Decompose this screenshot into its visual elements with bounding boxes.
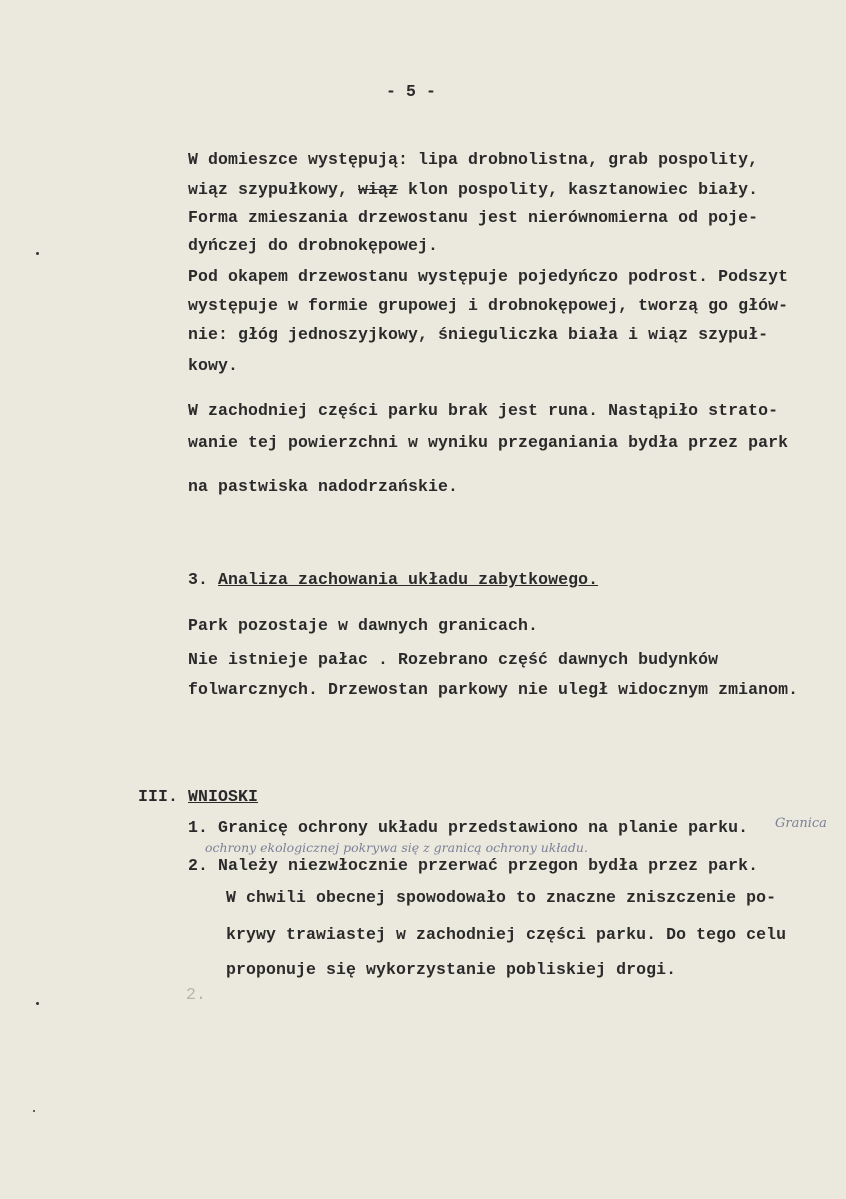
speck: [36, 252, 39, 255]
list-item: 2. Należy niezwłocznie przerwać przegon bydła przez park.: [188, 856, 759, 875]
text-line: W chwili obecnej spowodowało to znaczne zniszczenie po-: [226, 888, 777, 907]
text-line: na pastwiska nadodrzańskie.: [188, 477, 459, 496]
text-line: występuje w formie grupowej i drobnokępowej, tworzą go głów-: [188, 296, 789, 315]
heading-number: III.: [138, 787, 179, 806]
text-line: kowy.: [188, 356, 239, 375]
text-line: dyńczej do drobnokępowej.: [188, 236, 439, 255]
text-line: Pod okapem drzewostanu występuje pojedyńczo podrost. Podszyt: [188, 267, 789, 286]
handwritten-note: ochrony ekologicznej pokrywa się z granicą ochrony układu.: [205, 840, 588, 855]
speck: [36, 1002, 39, 1005]
struck-word: wiąz: [358, 180, 399, 199]
list-item: 1. Granicę ochrony układu przedstawiono na planie parku.: [188, 818, 749, 837]
text-line: Forma zmieszania drzewostanu jest nierównomierna od poje-: [188, 208, 759, 227]
handwritten-note: Granica: [775, 816, 827, 831]
text-line: folwarcznych. Drzewostan parkowy nie uległ widocznym zmianom.: [188, 680, 799, 699]
text-line: Park pozostaje w dawnych granicach.: [188, 616, 539, 635]
text-line: [188, 180, 758, 200]
text-line: proponuje się wykorzystanie pobliskiej drogi.: [226, 960, 677, 979]
text-span: wiąz szypułkowy,: [188, 180, 359, 199]
text-line: Nie istnieje pałac . Rozebrano część dawnych budynków: [188, 650, 719, 669]
speck: [33, 1110, 35, 1112]
section-heading: [188, 570, 598, 590]
conclusions-heading: [138, 787, 258, 807]
heading-title: WNIOSKI: [188, 787, 259, 806]
text-line: W zachodniej części parku brak jest runa. Nastąpiło strato-: [188, 401, 779, 420]
text-line: krywy trawiastej w zachodniej części parku. Do tego celu: [226, 925, 787, 944]
faint-mark: 2.: [186, 985, 207, 1004]
text-line: W domieszce występują: lipa drobnolistna, grab pospolity,: [188, 150, 759, 169]
text-line: wanie tej powierzchni w wyniku przeganiania bydła przez park: [188, 433, 789, 452]
page-number: - 5 -: [386, 82, 437, 101]
text-span: klon pospolity, kasztanowiec biały.: [398, 180, 759, 199]
text-line: nie: głóg jednoszyjkowy, śnieguliczka biała i wiąz szypuł-: [188, 325, 769, 344]
section-title: Analiza zachowania układu zabytkowego.: [218, 570, 599, 589]
section-number: 3.: [188, 570, 209, 589]
